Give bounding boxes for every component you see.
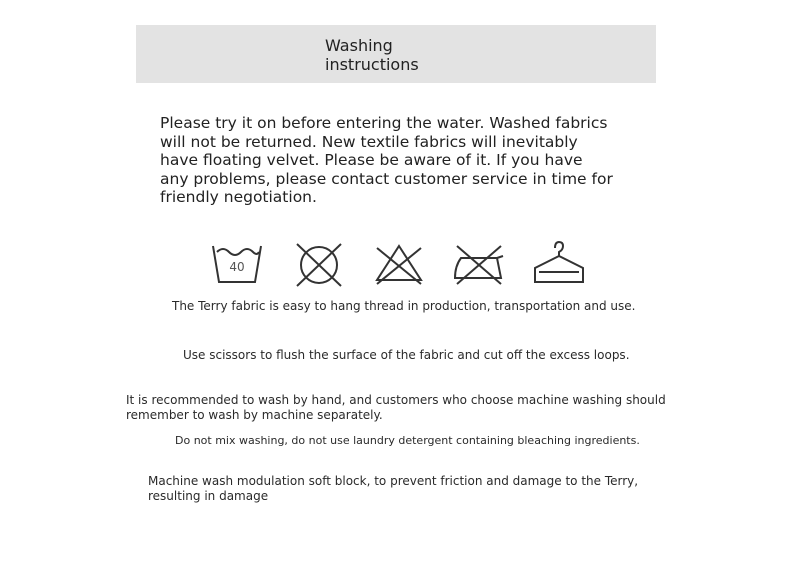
intro-line: any problems, please contact customer service in time for xyxy=(160,169,613,188)
care-icons-row xyxy=(205,238,595,292)
do-not-bleach-icon xyxy=(371,238,427,288)
intro-line: have floating velvet. Please be aware of it. If you have xyxy=(160,151,583,169)
note-hand-wash xyxy=(126,393,666,423)
do-not-iron-icon xyxy=(451,238,507,288)
wash-temperature: 40 xyxy=(229,260,245,274)
note-scissors: Use scissors to flush the surface of the fabric and cut off the excess loops. xyxy=(183,348,630,362)
note-line: It is recommended to wash by hand, and customers who choose machine washing should xyxy=(126,393,666,407)
wash-40-icon xyxy=(209,238,265,288)
page-title: Washing instructions xyxy=(325,36,419,74)
do-not-tumble-dry-icon xyxy=(291,238,347,288)
hang-dry-icon xyxy=(531,238,587,288)
note-no-mix: Do not mix washing, do not use laundry detergent containing bleaching ingredients. xyxy=(175,434,640,447)
note-terry-thread: The Terry fabric is easy to hang thread in production, transportation and use. xyxy=(172,299,636,313)
note-line: remember to wash by machine separately. xyxy=(126,408,383,422)
intro-line: friendly negotiation. xyxy=(160,188,317,206)
intro-line: Please try it on before entering the water. Washed fabrics xyxy=(160,114,608,132)
note-line: resulting in damage xyxy=(148,489,269,503)
note-line: Machine wash modulation soft block, to prevent friction and damage to the Terry, xyxy=(148,474,639,488)
intro-paragraph xyxy=(160,114,613,207)
intro-line: will not be returned. New textile fabrics will inevitably xyxy=(160,132,578,151)
note-machine-soft xyxy=(148,474,638,504)
